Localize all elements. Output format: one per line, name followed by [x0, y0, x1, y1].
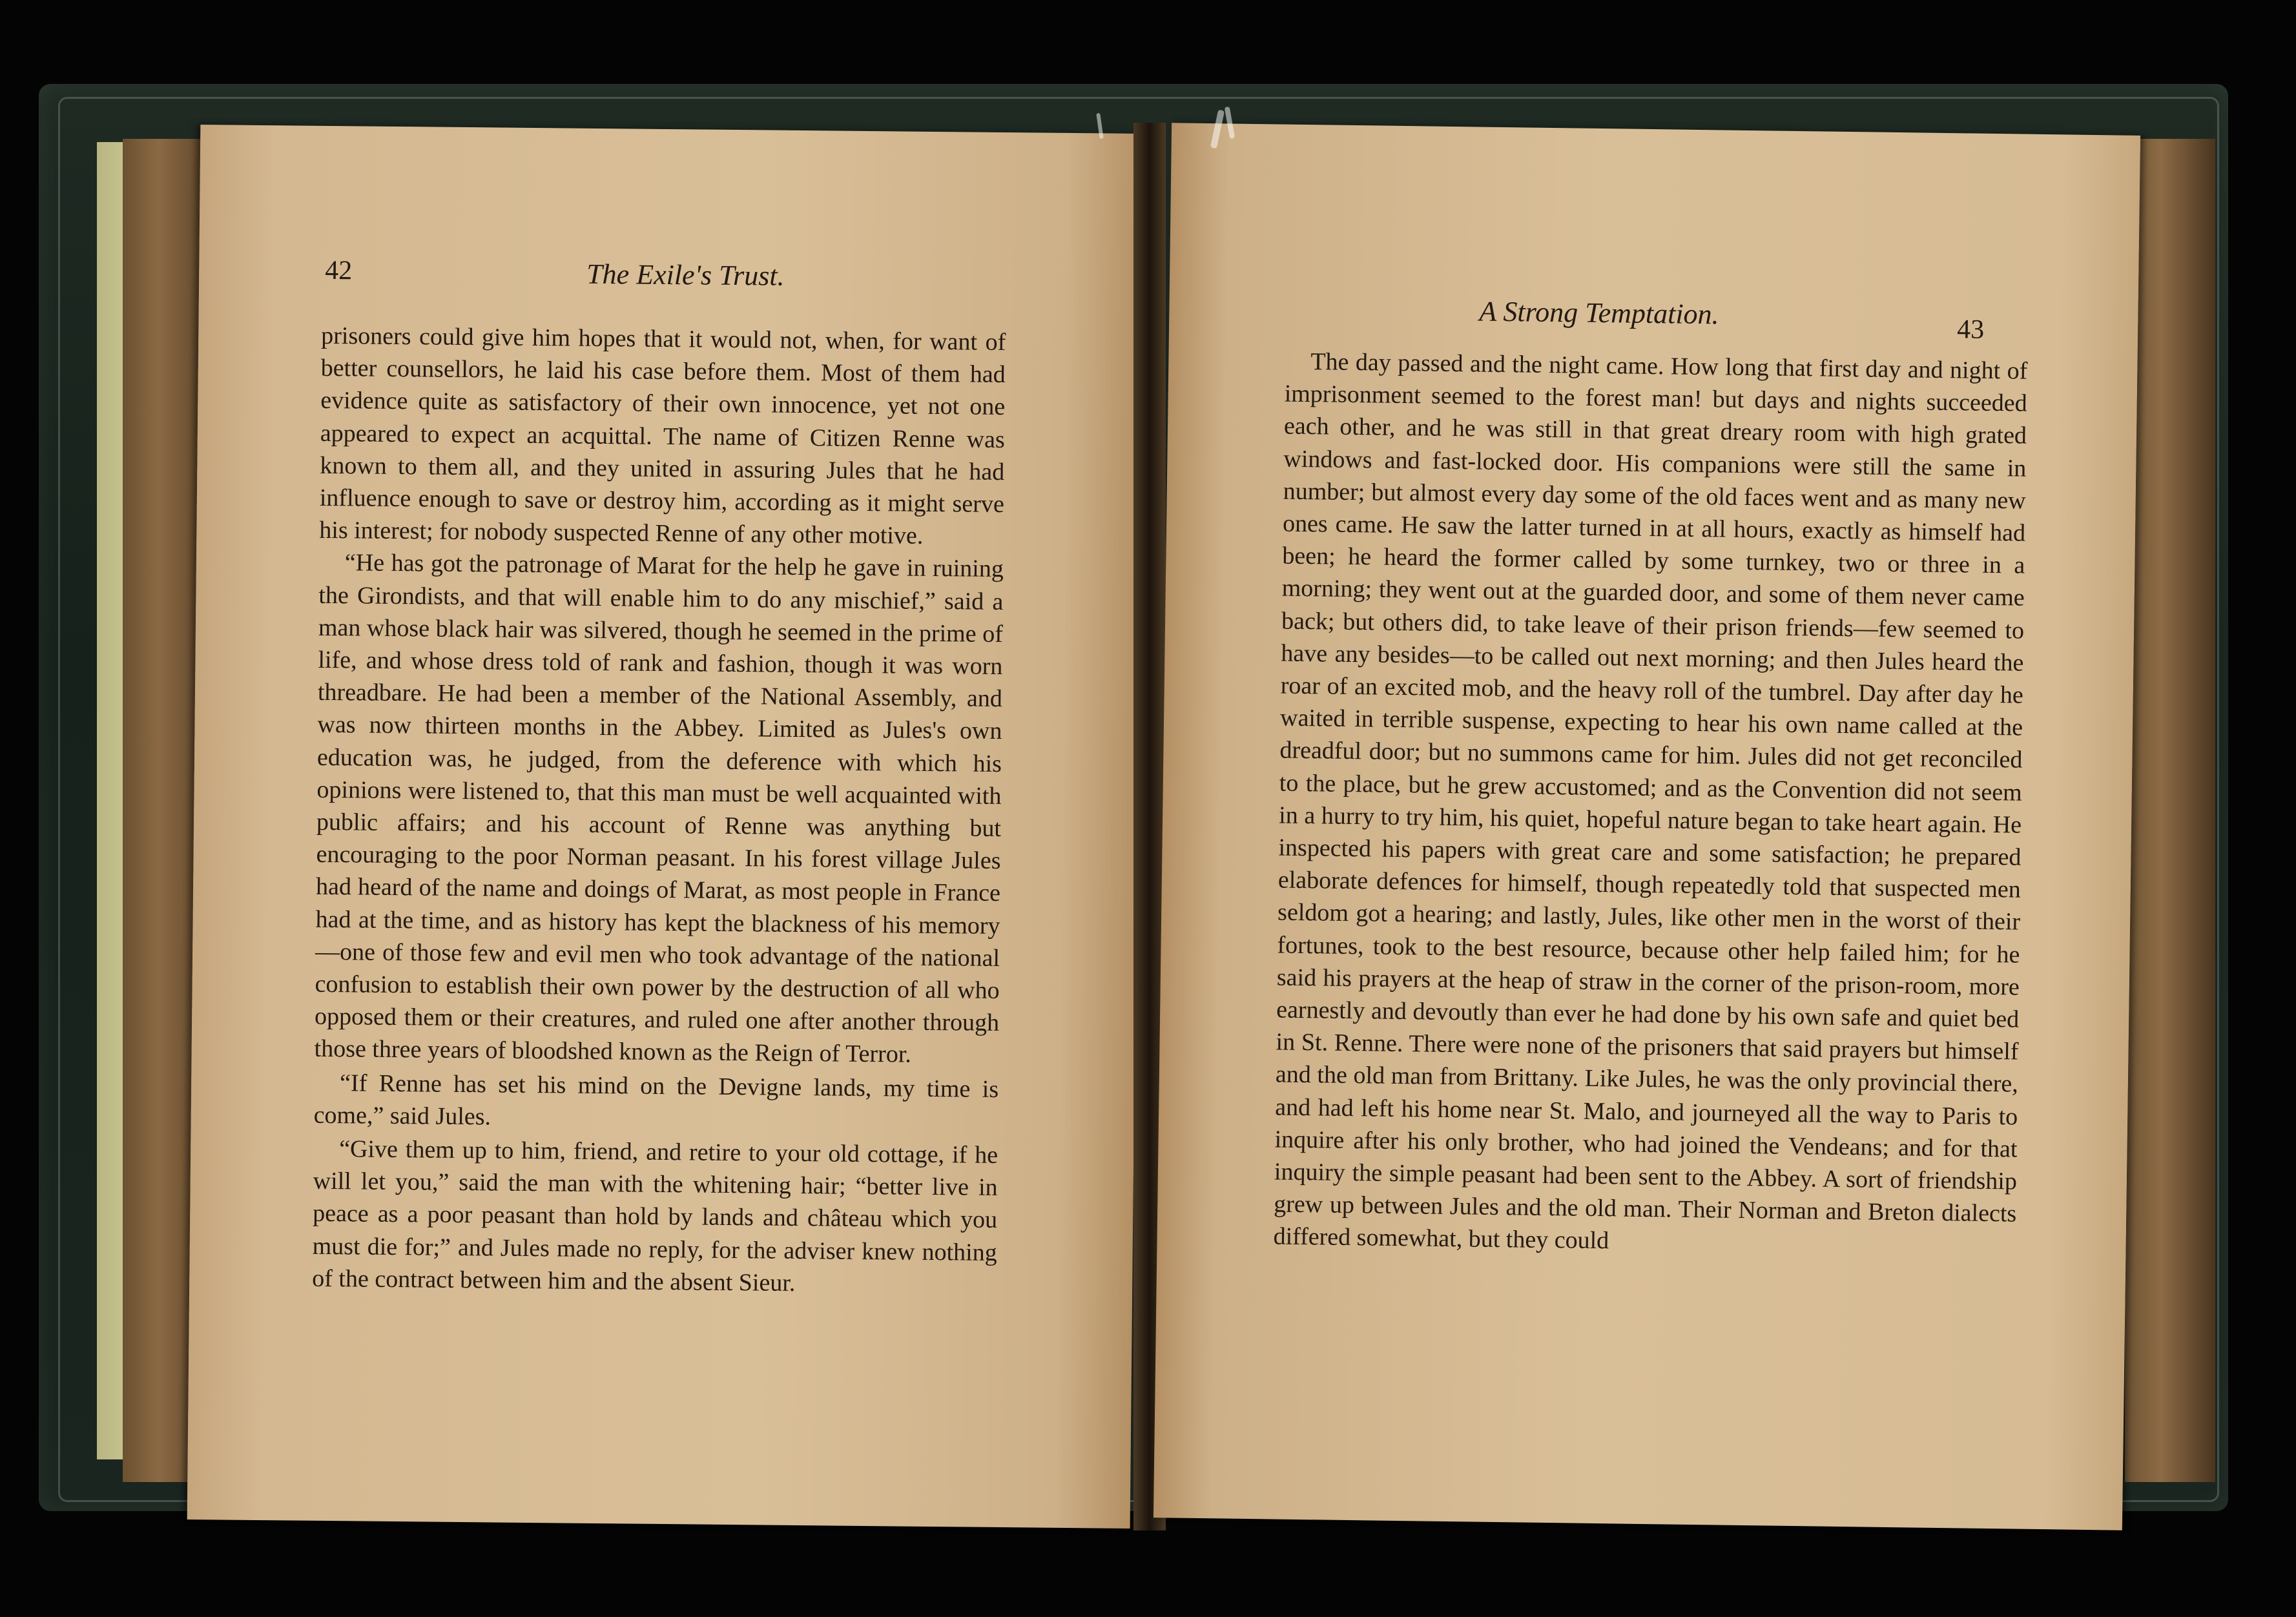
left-paragraph-1: prisoners could give him hopes that it would not, when, for want of better counsellors, he laid his case before them. Most of them had evidence quite as satisfactory of their own innocence, yet not one appeared to expect an acquittal. The name of Citizen Renne was known to them all, and they united in assuring Jules that he had influence enough to save or destroy him, according as it might serve his interest; for nobody suspected Renne of any other motive.	[319, 322, 1006, 550]
right-paragraph-1: The day passed and the night came. How long that first day and night of imprisonment seemed to the forest man! but days and nights succeeded each other, and he was still in that great dreary room with high grated windows and fast-locked door. His companions were still the same in number; but almost every day some of the old faces went and as many new ones came. He saw the latter turned in at all hours, exactly as himself had been; he heard the former called by some turnkey, two or three in a morning; they went out at the guarded door, and some of them never came back; but others did, to take leave of their prison friends—few seemed to have any besides—to be called out next morning; and then Jules heard the roar of an excited mob, and the heavy roll of the tumbrel. Day after day he waited in terrible suspense, expecting to hear his own name called at the dreadful door; but no summons came for him. Jules did not get reconciled to the place, but he grew accustomed; and as the Convention did not seem in a hurry to try him, his quiet, hopeful nature began to take heart again. He inspected his papers with great care and some satisfaction; he prepared elaborate defences for himself, though repeatedly told that suspected men seldom got a hearing; and lastly, Jules, like other men in the worst of their fortunes, took to the best resource, because other help failed him; for he said his prayers at the heap of straw in the corner of the prison-room, more earnestly and devoutly than ever he had done by his own safe and quiet bed in St. Renne. There were none of the prisoners that said prayers but himself and the old man from Brittany. Like Jules, he was the only provincial there, and had left his home near St. Malo, and journeyed all the way to Paris to inquire after his only brother, who had joined the Vendeans; and for that inquiry the simple peasant had been sent to the Abbey. A sort of friendship grew up between Jules and the old man. Their Norman and Breton dialects differed somewhat, but they could	[1273, 348, 2028, 1255]
left-running-title: The Exile's Trust.	[586, 258, 785, 292]
right-page-number: 43	[1956, 314, 1985, 345]
page-edges-right	[2125, 139, 2215, 1482]
left-paragraph-2: “He has got the patronage of Marat for the help he gave in ruining the Girondists, and that will enable him to do any mischief,” said a man whose black hair was silvered, though he seemed in the prime of life, and whose dress told of rank and fashion, though it was worn threadbare. He had been a member of the National Assembly, and was now thirteen months in the Abbey. Limited as Jules's own education was, he judged, from the deference with which his opinions were listened to, that this man must be well acquainted with public affairs; and his account of Renne was anything but encouraging to the poor Norman peasant. In his forest village Jules had heard of the name and doings of Marat, as most people in France had at the time, and as history has kept the blackness of his memory—one of those few and evil men who took advantage of the national confusion to establish their own power by the destruction of all who opposed them or their creatures, and ruled one after another through those three years of bloodshed known as the Reign of Terror.	[314, 549, 1004, 1069]
left-page-number: 42	[325, 255, 353, 286]
left-paragraph-4: “Give them up to him, friend, and retire to your old cottage, if he will let you,” said the man with the whitening hair; “better live in peace as a poor peasant than hold by lands and château which you must die for;” and Jules made no reply, for the adviser knew nothing of the contract between him and the absent Sieur.	[312, 1135, 998, 1297]
right-page-body	[1273, 345, 2027, 1263]
left-page-header	[199, 254, 1142, 292]
right-page	[1153, 123, 2140, 1530]
right-running-title: A Strong Temptation.	[1479, 295, 1719, 331]
left-page-body	[312, 320, 1006, 1301]
left-paragraph-3: “If Renne has set his mind on the Devigne lands, my time is come,” said Jules.	[313, 1069, 999, 1131]
right-page-header	[1170, 291, 2138, 345]
left-page	[187, 125, 1144, 1529]
